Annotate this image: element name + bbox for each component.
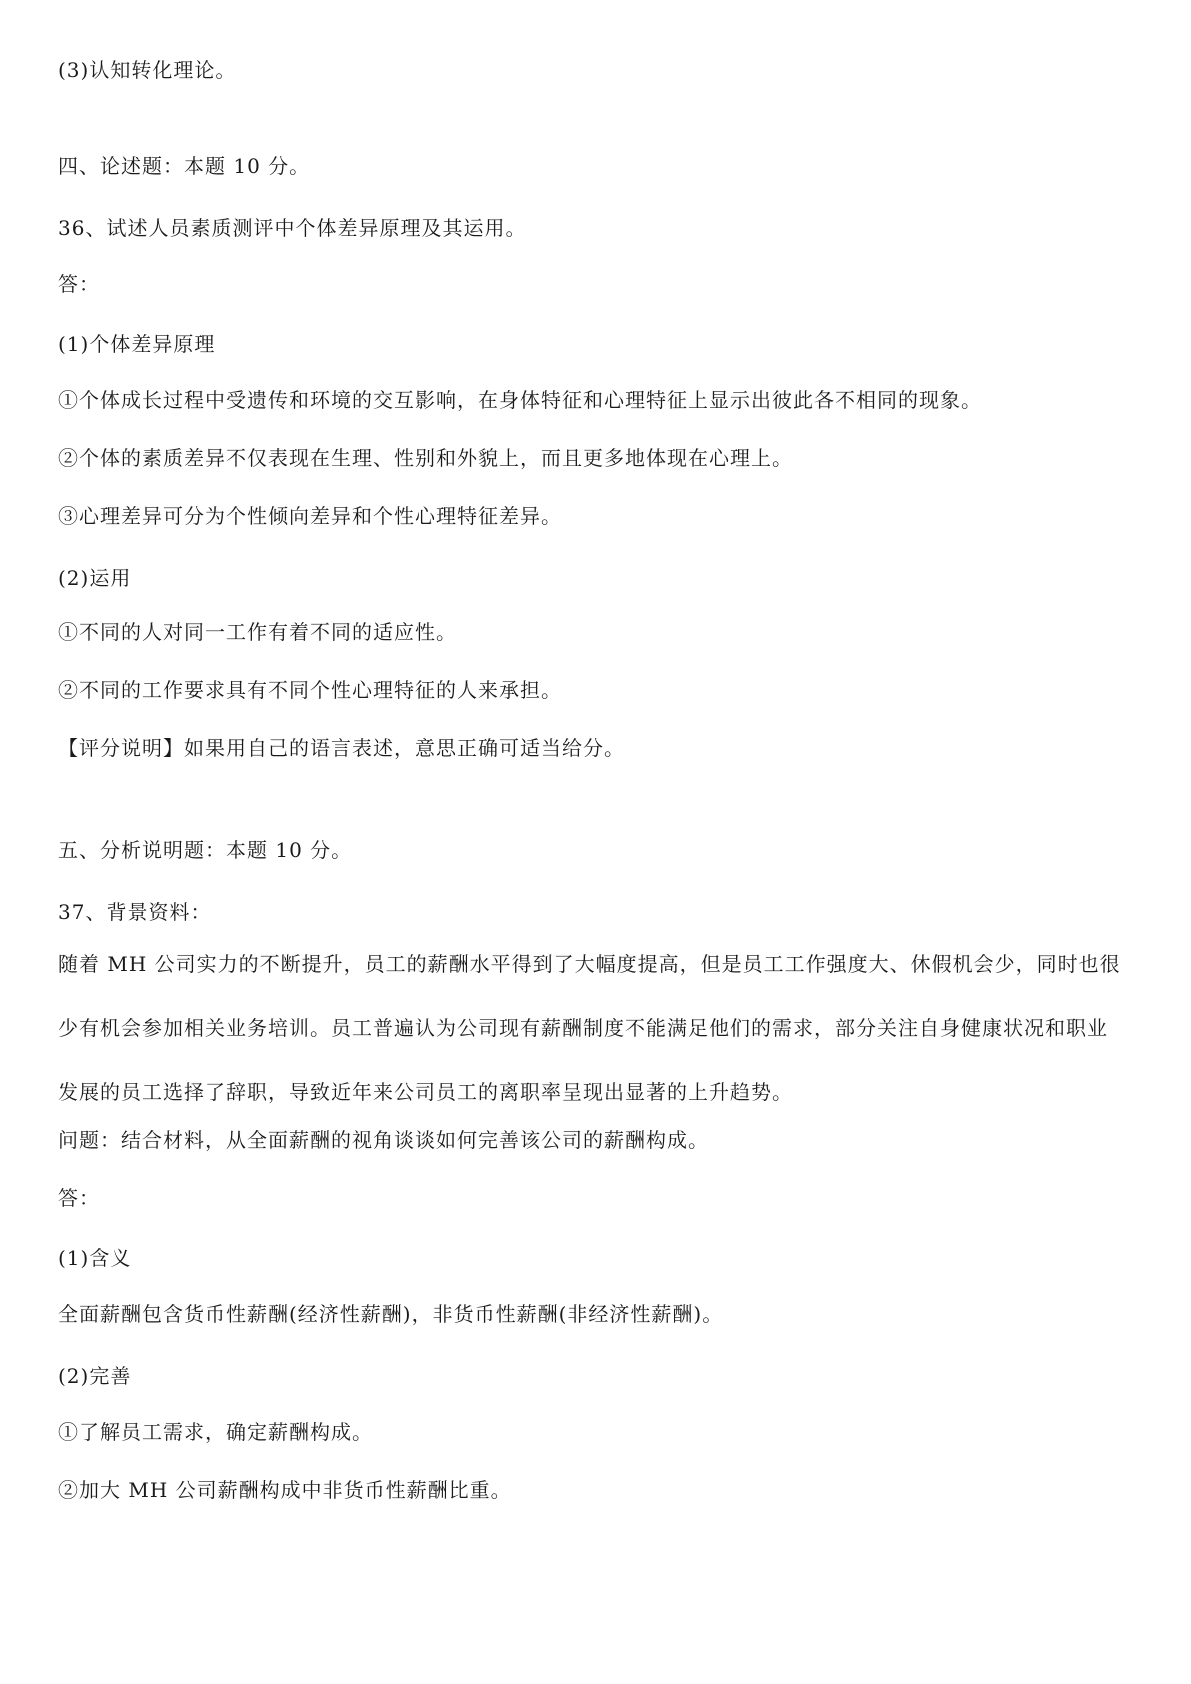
question-36: 36、试述人员素质测评中个体差异原理及其运用。 xyxy=(58,216,527,240)
question-prompt: 问题：结合材料，从全面薪酬的视角谈谈如何完善该公司的薪酬构成。 xyxy=(58,1128,709,1152)
meaning-text: 全面薪酬包含货币性薪酬(经济性薪酬)，非货币性薪酬(非经济性薪酬)。 xyxy=(58,1302,724,1326)
question-37: 37、背景资料： xyxy=(58,900,212,924)
application-point-2: ②不同的工作要求具有不同个性心理特征的人来承担。 xyxy=(58,678,562,702)
scoring-note: 【评分说明】如果用自己的语言表述，意思正确可适当给分。 xyxy=(58,736,625,760)
subheading-improvement: (2)完善 xyxy=(58,1364,132,1388)
application-point-1: ①不同的人对同一工作有着不同的适应性。 xyxy=(58,620,457,644)
improvement-point-2: ②加大 MH 公司薪酬构成中非货币性薪酬比重。 xyxy=(58,1478,512,1502)
answer-label-2: 答： xyxy=(58,1186,100,1210)
subheading-individual-difference: (1)个体差异原理 xyxy=(58,332,216,356)
point-2: ②个体的素质差异不仅表现在生理、性别和外貌上，而且更多地体现在心理上。 xyxy=(58,446,793,470)
section-four-heading: 四、论述题：本题 10 分。 xyxy=(58,154,311,178)
point-3: ③心理差异可分为个性倾向差异和个性心理特征差异。 xyxy=(58,504,562,528)
subheading-meaning: (1)含义 xyxy=(58,1246,132,1270)
section-five-heading: 五、分析说明题：本题 10 分。 xyxy=(58,838,353,862)
background-material-paragraph: 随着 MH 公司实力的不断提升，员工的薪酬水平得到了大幅度提高，但是员工工作强度大、休假机会少，同时也很少有机会参加相关业务培训。员工普遍认为公司现有薪酬制度不能满足他们的需求，部分关注自身健康状况和职业发展的员工选择了辞职，导致近年来公司员工的离职率呈现出显著的上升趋势。 xyxy=(58,952,1121,1104)
answer-point-3-cognitive-theory: (3)认知转化理论。 xyxy=(58,58,237,82)
point-1: ①个体成长过程中受遗传和环境的交互影响，在身体特征和心理特征上显示出彼此各不相同的现象。 xyxy=(58,388,982,412)
answer-label: 答： xyxy=(58,272,100,296)
improvement-point-1: ①了解员工需求，确定薪酬构成。 xyxy=(58,1420,373,1444)
subheading-application: (2)运用 xyxy=(58,566,132,590)
